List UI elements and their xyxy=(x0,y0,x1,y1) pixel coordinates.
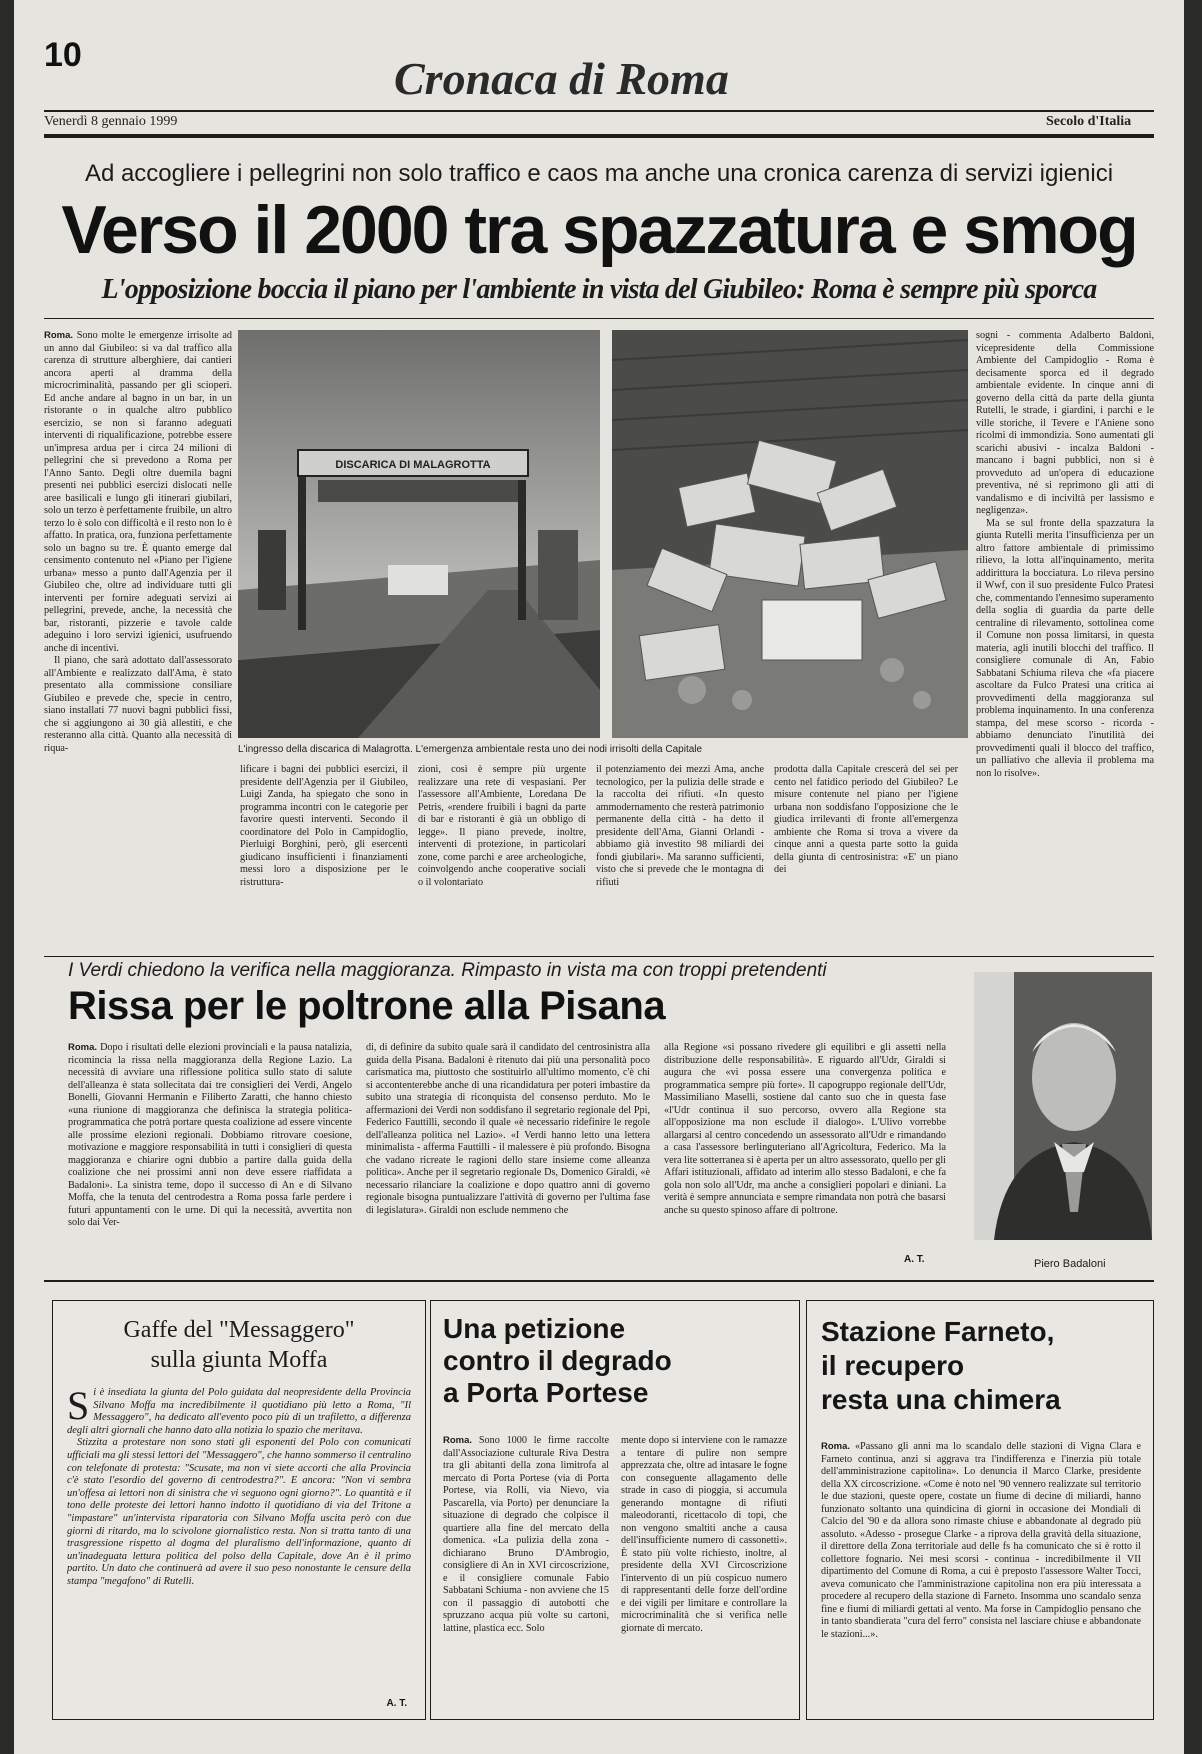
second-column-1 xyxy=(68,1042,352,1264)
section-divider-2 xyxy=(44,1280,1154,1282)
header-rule-thick xyxy=(44,134,1154,138)
issue-date: Venerdì 8 gennaio 1999 xyxy=(44,114,178,129)
box2-title xyxy=(443,1313,799,1409)
lead-column-5: prodotta dalla Capitale crescerà del sei per cento nel fatidico periodo del Giubileo? Le misure contenute nel piano per l'igiene urbana non soddisfano l'opposizione che le giudica irrilevanti di fronte all'emergenza ambiente che Roma si trova a vivere da cinque anni a questa parte sotto la guida della giunta di centrosinistra: «E' un piano dei xyxy=(774,764,958,875)
box-stazione-farneto xyxy=(806,1300,1154,1720)
lead-kicker: Ad accogliere i pellegrini non solo traffico e caos ma anche una cronica carenza di servizi igienici xyxy=(84,160,1114,187)
box1-body xyxy=(67,1387,411,1693)
portrait-caption: Piero Badaloni xyxy=(1034,1258,1106,1270)
portrait-svg xyxy=(974,972,1152,1240)
photo-piero-badaloni xyxy=(974,972,1152,1240)
lead-subheadline: L'opposizione boccia il piano per l'ambiente in vista del Giubileo: Roma è sempre più sporca xyxy=(101,274,1097,305)
box1-dropcap: S xyxy=(67,1387,90,1428)
second-column-3: alla Regione «si possano rivedere gli equilibri e gli assetti nella distribuzione delle responsabilità». E riguardo all'Udr, Giraldi si augura che «vi possa essere una convergenza politica e programmatica sempre più forte». Il capogruppo regionale dell'Udr, Massimiliano Maselli, sostiene dal canto suo che in questa fase «l'Udr continua il suo percorso, ovvero alla Regione sta all'opposizione ma non esclude il dialogo». L'Ulivo vorrebbe allargarsi al centro concedendo un assessorato all'Udr e rimandando a casa l'assessore berlinguteriano all'Agricoltura, Federico. Ma la vera lite sotterranea si è aperta per un altro assessorato, quello per gli Affari istituzionali, affidato ad interim allo stesso Badaloni, e che fa gola non solo all'Udr, ma anche a consiglieri popolari e diniani. La verità è sempre annunciata e sempre rimandata non potrà che basarsi anche su questo spinoso affare di poltrone. xyxy=(664,1042,946,1216)
box2-dateline: Roma. xyxy=(443,1435,473,1446)
second-headline: Rissa per le poltrone alla Pisana xyxy=(68,984,666,1028)
malagrotta-sign-text: DISCARICA DI MALAGROTTA xyxy=(335,459,491,471)
box-gaffe-messaggero xyxy=(52,1300,426,1720)
box2-column-1 xyxy=(443,1435,609,1711)
lead-rule xyxy=(44,318,1154,319)
box1-text2: Stizzita a protestare non sono stati gli esponenti del Polo con comunicati ufficiali ma gli stessi lettori del "Messaggero", che hanno sommerso il centralino con telefonate di protesta: "Scusate, ma non vi siete accorti che alla Provincia c'è stato l'esordio del governo di centrodestra?". E ancora: "Non vi sembra un'offesa ai lettori non di sinistra che vi seguono ogni giorno?". Lo quantità e il tono delle proteste dei lettori hanno indotto il quotidiano di via del Tritone a "impastare" un'intervista riparatoria con Silvano Moffa uscita però con due giorni di ritardo, ma lo scivolone giornalistico resta. Non si tratta tanto di una trasgressione rispetto al dogma del pluralismo dell'informazione, quanto di un'inadeguata lettura politica del polso della Capitale, dove An è il primo partito. Un dato che continuerà ad avere il suo peso nonostante le censure della stampa "megafono" di Rutelli. xyxy=(67,1437,411,1587)
box2-title-line3: a Porta Portese xyxy=(443,1377,649,1408)
box2-column-2: mente dopo si interviene con le ramazze a tentare di pulire non sempre apprezzata che, oltre ad intasare le fogne con conseguente allagamento delle strade in caso di pioggia, si accumula generando montagne di rifiuti maleodoranti, ricettacolo di topi, che non vengono smaltiti anche a causa dell'insufficiente numero di cassonetti». È stato più volte richiesto, inoltre, al presidente della XVI Circoscrizione l'intervento di un più cospicuo numero di rappresentanti delle forze dell'ordine e dei vigili per limitare e controllare la microcriminalità che si verifica nelle giornate di mercato. xyxy=(621,1435,787,1634)
section-title: Cronaca di Roma xyxy=(394,53,729,104)
newspaper-name: Secolo d'Italia xyxy=(1046,114,1132,129)
second-dateline: Roma. xyxy=(68,1042,98,1053)
lead-col1b-text: Il piano, che sarà adottato dall'assessorato all'Ambiente e realizzato dall'Ama, è stato presentato alla commissione consiliare Giubileo e prevede che, specie in centro, siano installati 77 nuovi bagni pubblici fissi, che si aggiungono ai 30 già allestiti, e che resteranno alla città. Quanto alla necessità di riqua- xyxy=(44,655,232,754)
box2-title-line2: contro il degrado xyxy=(443,1345,672,1376)
box1-title xyxy=(53,1315,425,1375)
newspaper-page xyxy=(14,0,1184,1754)
box3-text: «Passano gli anni ma lo scandalo delle stazioni di Vigna Clara e Farneto continua, anzi si aggrava tra l'indifferenza e l'inerzia più totale dell'amministrazione capitolina». Lo denuncia il Marco Clarke, presidente della XX circoscrizione. «Come è noto nel '90 vennero realizzate sul territorio le due stazioni, queste opere, costate un fiume di decine di miliardi, hanno funzionato soltanto una quindicina di giorni in occasione dei Mondiali di Calcio del '90 e da allora sono rimaste chiuse e abbandonate al degrado più assoluto. «Adesso - prosegue Clarke - a riprova della gravità della situazione, il direttore della Zona territoriale aud delle fs ha comunicato che si è rotto il collettore fognario. Nei mesi scorsi - continua - incredibilmente il VII dipartimento del Comune di Roma, a cui è preposto l'assessore Walter Tocci, aveva comunicato che l'amministrazione capitolina non era più interessata a procedere al recupero della stazione di Farneto. Insomma uno scandalo senza fine e fiumi di miliardi gettati al vento. Ma forse in Campidoglio pensano che in tanto sbandierata "cura del ferro" consista nel lasciare chiuse e abbandonate le stazioni...». xyxy=(821,1441,1141,1640)
section-divider-1 xyxy=(44,956,1154,957)
box1-signature: A. T. xyxy=(386,1698,407,1709)
second-signature: A. T. xyxy=(904,1254,925,1265)
lead-photo-caption: L'ingresso della discarica di Malagrotta. L'emergenza ambientale resta uno dei nodi irrisolti della Capitale xyxy=(238,744,703,755)
lead-column-4: il potenziamento dei mezzi Ama, anche tecnologico, per la pulizia delle strade e la raccolta dei rifiuti. «In questo ammodernamento che resterà patrimonio permanente della città - ha detto il presidente dell'Ama, Gianni Orlandi - abbiamo già investito 98 miliardi dei fondi giubilari». Ma saranno sufficienti, visto che si prevede che le montagna di rifiuti xyxy=(596,764,764,888)
box2-title-line1: Una petizione xyxy=(443,1313,626,1344)
second-col1-text: Dopo i risultati delle elezioni provinciali e la pausa natalizia, ricomincia la rissa nella maggioranza della Regione Lazio. La necessità di avviare una riflessione politica sullo stato di salute dell'alleanza è stata sollecitata dai tre consiglieri dei Verdi, Angelo Bonelli, Giovanni Hermanin e Filiberto Zaratti, che hanno chiesto «una riunione di maggioranza che definisca la strategia politica-programmatica che potrà portare questa coalizione ad essere vincente alle prossime elezioni regionali. Dobbiamo ritrovare coesione, motivazione e maggiore responsabilità in tutti i consiglieri di questa maggioranza e chiarire ogni dubbio a partire dalla guida della coalizione che nei prossimi anni non deve essere riaffidata a Badaloni». La sinistra teme, dopo il successo di An e di Silvano Moffa, che la tenuta del centrodestra a Roma possa farle perdere i futuri appuntamenti con le urne. Di qui la necessità, avvertita non solo dai Ver- xyxy=(68,1042,352,1228)
box1-title-line1: Gaffe del "Messaggero" xyxy=(123,1317,355,1343)
header-rule xyxy=(44,110,1154,112)
second-kicker: I Verdi chiedono la verifica nella maggioranza. Rimpasto in vista ma con troppi pretendenti xyxy=(68,960,827,981)
box3-title-line2: il recupero xyxy=(821,1350,965,1381)
page-number: 10 xyxy=(44,36,82,74)
lead-column-3: zioni, così è sempre più urgente realizzare una rete di vespasiani. Per l'assessore all'Ambiente, Loredana De Petris, «rendere fruibili i bagni da parte di bar e ristoranti è già un obbligo di legge». Il piano prevede, inoltre, interventi di protezione, in particolari zone, come parchi e aree archeologiche, coinvolgendo anche cooperative sociali o il volontariato xyxy=(418,764,586,888)
lead-col1-text: Sono molte le emergenze irrisolte ad un anno dal Giubileo: si va dal traffico alla carenza di strutture alberghiere, dai cantieri ancora aperti al dramma della microcriminalità, passando per gli scioperi. Ed anche andare al bagno in un bar, in un ristorante o in qualche altro pubblico esercizio, se non si faranno adeguati interventi di riqualificazione, potrebbe essere un'impresa ardua per i circa 24 milioni di pellegrini che si prevedono a Roma per l'Anno Santo. Degli oltre duemila bagni presenti nei pubblici esercizi dislocati nelle aree basilicali e lungo gli itinerari giubilari, solo un terzo è perfettamente fruibile, un altro terzo lo è solo con difficoltà e il resto non lo è affatto. In pratica, ora, funziona perfettamente solo un bagno su tre. È quanto emerge dal censimento contenuto nel «Piano per l'igiene urbana» messo a punto dall'Agenzia per il Giubileo che, oltre ad individuare tutti gli interventi per fornire adeguati servizi ai pellegrini, prevede, anche, la necessità che bar, ristoranti, pizzerie e tavole calde adeguino i loro servizi igienici, usufruendo anche di incentivi. xyxy=(44,330,232,654)
box3-title-line1: Stazione Farneto, xyxy=(821,1316,1055,1347)
photo-crates-svg xyxy=(612,330,968,738)
box1-text: i è insediata la giunta del Polo guidata dal neopresidente della Provincia Silvano Moffa ma incredibilmente il quotidiano più letto a Roma, "Il Messaggero", ha dedicato all'evento poco più di un trafiletto, a differenza degli altri giornali che hanno dato alla notizia lo spazio che meritava. xyxy=(67,1387,411,1436)
box-petizione-porta-portese xyxy=(430,1300,800,1720)
lead-column-6 xyxy=(976,330,1154,948)
second-column-2: di, di definire da subito quale sarà il candidato del centrosinistra alla guida della Pisana. Badaloni è ritenuto dai più una personalità poco carismatica ma, piuttosto che sostituirlo all'ultimo momento, c'è chi si accontenterebbe anche di una ricandidatura per poteri imbastire da subito una strategia di riconquista del consenso perduto. Mo le affermazioni dei Verdi non soddisfano il segretario regionale del Ppi, Federico Fauttilli, secondo il quale «è necessario ridefinire le regole dell'alleanza politica nel Lazio». «I Verdi hanno letto una lettera minimalista - afferma Fauttilli - il malessere è più profondo. Bisogna che vadano ricreate le ragioni dello stare insieme come alleanza politica». Anche per il segretario regionale Ds, Domenico Giraldi, «è necessario rilanciare la coalizione e dopo quattro anni di governo regionale bisogna puntualizzare l'attività di governo per l'ultima fase di legislatura». Giraldi non esclude nemmeno che xyxy=(366,1042,650,1216)
lead-column-2: lificare i bagni dei pubblici esercizi, il presidente dell'Agenzia per il Giubileo, Luigi Zanda, ha spiegato che sono in programma incontri con le categorie per favorire questi interventi. Secondo il coordinatore del Polo in Campidoglio, Pierluigi Borghini, però, gli esercenti giudicano insufficienti i finanziamenti messi loro a disposizione per le ristruttura- xyxy=(240,764,408,888)
box1-title-line2: sulla giunta Moffa xyxy=(150,1347,328,1373)
box3-dateline: Roma. xyxy=(821,1441,851,1452)
lead-col6b-text: Ma se sul fronte della spazzatura la giunta Rutelli merita l'insufficienza per un altro fattore ambientale di primissimo rilievo, la lotta all'inquinamento, merita addirittura la bocciatura. Lo rileva persino il Wwf, con il suo presidente Fulco Pratesi che, commentando l'ennesimo superamento della soglia di guardia da parte delle centraline di rilevamento, sottolinea come il Comune non possa limitarsi, in questa materia, agli inutili blocchi del traffico. Il consigliere comunale di An, Fabio Sabbatani Schiuma rileva che «fa piacere ascoltare da Fulco Pratesi una critica ai provvedimenti della maggioranza sul problema inquinamento. In una conferenza stampa, del mese scorso - ricorda - abbiamo denunciato l'inutilità dei provvedimenti quali il blocco del traffico, un palliativo che allevia il problema ma non lo risolve». xyxy=(976,517,1154,779)
lead-col6-text: sogni - commenta Adalberto Baldoni, vicepresidente della Commissione Ambiente del Campidoglio - Roma è decisamente sporca ed il degrado ambientale evidente. In cinque anni di governo della città da parte della giunta Rutelli, le strade, i giardini, i parchi e le ville storiche, il Tevere e l'Aniene sono ricolmi di immondizia. Sono aumentati gli scarichi abusivi - incalza Baldoni - mancano i bagni pubblici, non si è provveduto ad un'opera di educazione preventiva, né si reprimono gli atti di vandalismo e di inciviltà per lassismo e negligenza». xyxy=(976,330,1154,516)
lead-column-1 xyxy=(44,330,232,948)
lead-headline: Verso il 2000 tra spazzatura e smog xyxy=(61,192,1137,268)
box3-title xyxy=(821,1315,1153,1417)
lead-dateline: Roma. xyxy=(44,330,74,341)
photo-malagrotta-svg xyxy=(238,330,600,738)
box3-body xyxy=(821,1441,1141,1713)
box3-title-line3: resta una chimera xyxy=(821,1384,1061,1415)
photo-malagrotta-entrance xyxy=(238,330,600,738)
photo-waste-crates xyxy=(612,330,968,738)
box2-col1-text: Sono 1000 le firme raccolte dall'Associazione culturale Riva Destra tra gli abitanti della zona limitrofa al mercato di Porta Portese (via di Porta Portese, via Rolli, via Nievo, via Pascarella, via Porto) per denunciare la situazione di degrado che colpisce il quartiere alla fine del mercato della domenica. «La pulizia della zona - dichiarano Bruno D'Ambrogio, consigliere di An in XVI circoscrizione, e il consigliere comunale Fabio Sabbatani Schiuma - non avviene che 15 con il passaggio di autobotti che spruzzano acqua più volte su cartoni, lattine, plastica ecc. Solo xyxy=(443,1435,609,1634)
